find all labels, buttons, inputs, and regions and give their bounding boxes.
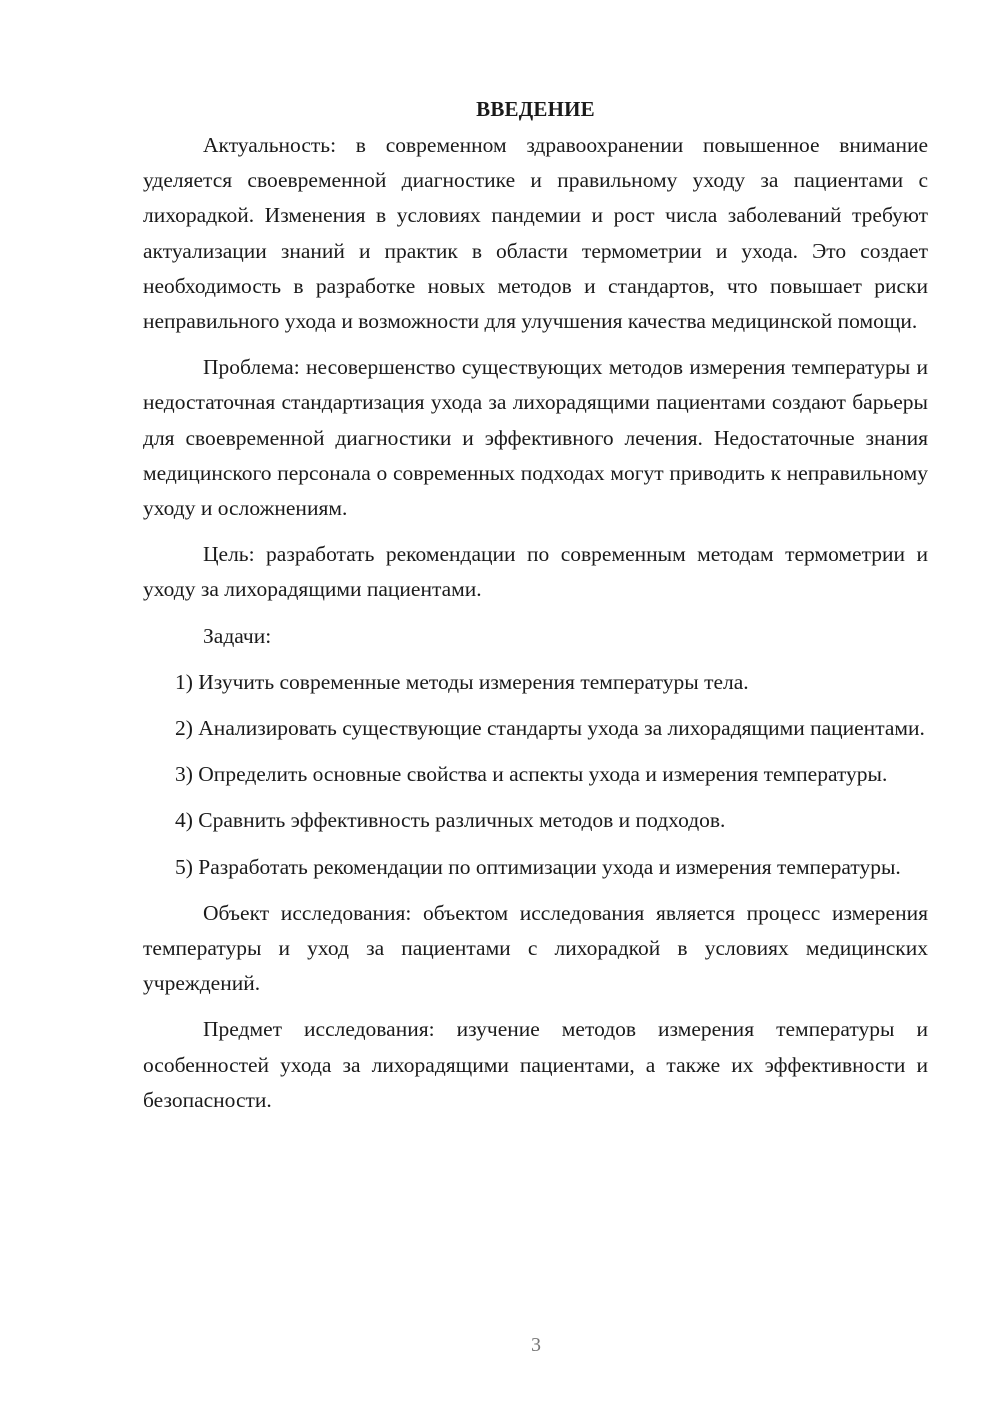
task-item-2: 2) Анализировать существующие стандарты ухода за лихорадящими пациентами. [175, 716, 925, 741]
task-item-4: 4) Сравнить эффективность различных методов и подходов. [175, 808, 726, 833]
subject-paragraph: Предмет исследования: изучение методов измерения температуры и особенностей ухода за лихорадящими пациентами, а также их эффективности и безопасности. [143, 1017, 928, 1112]
object-paragraph: Объект исследования: объектом исследования является процесс измерения температуры и уход за пациентами с лихорадкой в условиях медицинских учреждений. [143, 900, 928, 996]
task-item-5: 5) Разработать рекомендации по оптимизации ухода и измерения температуры. [175, 854, 901, 879]
tasks-label: Задачи: [203, 623, 272, 648]
document-page [143, 92, 928, 1118]
relevance-paragraph: Актуальность: в современном здравоохранении повышенное внимание уделяется своевременной диагностике и правильному уходу за пациентами с лихорадкой. Изменения в условиях пандемии и рост числа заболеваний требуют актуализации знаний и практик в области термометрии и ухода. Это создает необходимость в разработке новых методов и стандартов, что повышает риски неправильного ухода и возможности для улучшения качества медицинской помощи. [143, 133, 928, 334]
task-item-3: 3) Определить основные свойства и аспекты ухода и измерения температуры. [175, 762, 888, 787]
goal-paragraph: Цель: разработать рекомендации по современным методам термометрии и уходу за лихорадящими пациентами. [143, 542, 928, 602]
page-number: 3 [531, 1334, 541, 1356]
task-item-1: 1) Изучить современные методы измерения температуры тела. [175, 669, 749, 694]
document-title: ВВЕДЕНИЕ [476, 97, 595, 121]
problem-paragraph: Проблема: несовершенство существующих методов измерения температуры и недостаточная стандартизация ухода за лихорадящими пациентами создают барьеры для своевременной диагностики и эффективного лечения. Недостаточные знания медицинского персонала о современных подходах могут приводить к неправильному уходу и осложнениям. [143, 355, 928, 521]
